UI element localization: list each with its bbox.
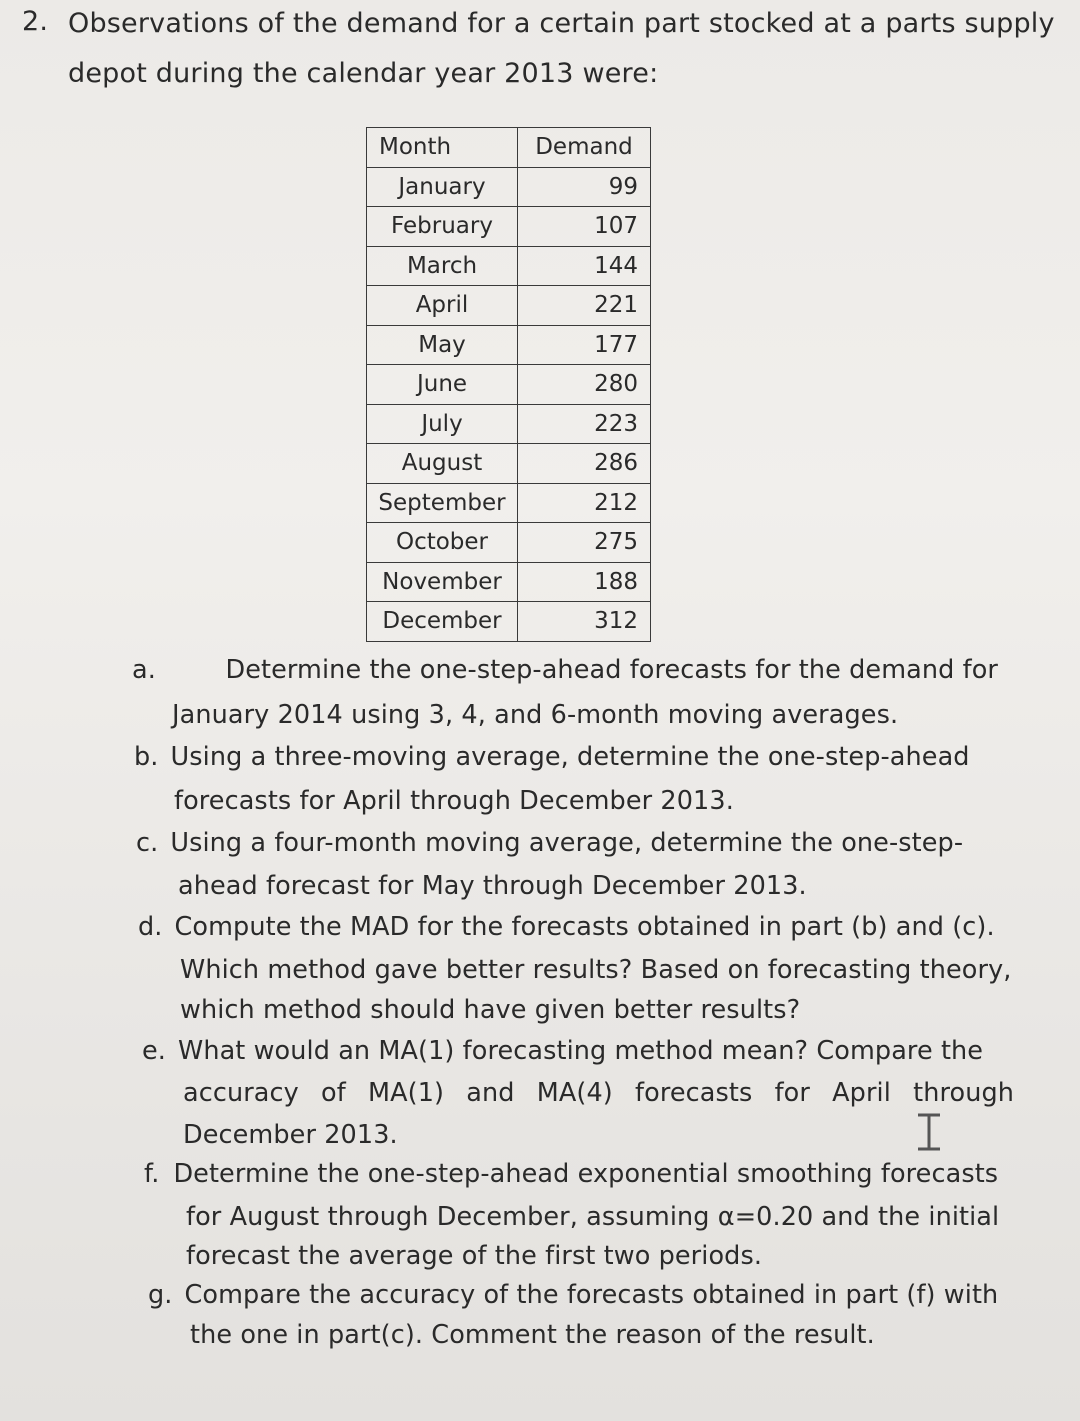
part-d-line-1 [138, 912, 995, 942]
month-cell: February [367, 207, 518, 247]
demand-cell: 275 [518, 523, 651, 563]
table-row [367, 167, 651, 207]
demand-cell: 144 [518, 246, 651, 286]
part-a-line-1 [132, 655, 998, 685]
demand-cell: 221 [518, 286, 651, 326]
month-cell: April [367, 286, 518, 326]
part-g-label: g. [148, 1280, 173, 1310]
table-row [367, 562, 651, 602]
column-header-month: Month [367, 128, 518, 168]
part-c-label: c. [136, 828, 159, 858]
table-row [367, 483, 651, 523]
demand-cell: 280 [518, 365, 651, 405]
part-f-line-1 [144, 1159, 998, 1189]
part-d-label: d. [138, 912, 163, 942]
month-cell: January [367, 167, 518, 207]
question-intro-line-2: depot during the calendar year 2013 were: [68, 58, 659, 89]
part-d-text-line-3: which method should have given better results? [180, 995, 801, 1025]
part-e-text-line-2: accuracy of MA(1) and MA(4) forecasts for April through [183, 1078, 1015, 1108]
month-cell: September [367, 483, 518, 523]
part-e-text-line-1: What would an MA(1) forecasting method mean? Compare the [178, 1036, 984, 1066]
part-b-label: b. [134, 742, 159, 772]
table-row [367, 286, 651, 326]
table-row [367, 325, 651, 365]
part-f-label: f. [144, 1159, 160, 1189]
part-b-text-line-1: Using a three-moving average, determine the one-step-ahead [170, 742, 970, 772]
month-cell: August [367, 444, 518, 484]
part-a-text-line-2: January 2014 using 3, 4, and 6-month moving averages. [172, 700, 899, 730]
demand-cell: 99 [518, 167, 651, 207]
column-header-demand: Demand [518, 128, 651, 168]
part-g-line-1 [148, 1280, 998, 1310]
question-number: 2. [22, 6, 49, 37]
table-row [367, 365, 651, 405]
part-e-text-line-3: December 2013. [183, 1120, 398, 1150]
part-a-label: a. [132, 655, 156, 685]
month-cell: June [367, 365, 518, 405]
part-d-text-line-2: Which method gave better results? Based on forecasting theory, [180, 955, 1012, 985]
demand-cell: 286 [518, 444, 651, 484]
part-g-text-line-1: Compare the accuracy of the forecasts obtained in part (f) with [184, 1280, 999, 1310]
part-f-text-line-1: Determine the one-step-ahead exponential smoothing forecasts [173, 1159, 999, 1189]
part-f-text-line-3: forecast the average of the first two periods. [186, 1241, 763, 1271]
part-e-label: e. [142, 1036, 166, 1066]
month-cell: May [367, 325, 518, 365]
demand-cell: 312 [518, 602, 651, 642]
demand-cell: 188 [518, 562, 651, 602]
table-row [367, 523, 651, 563]
demand-cell: 177 [518, 325, 651, 365]
part-b-text-line-2: forecasts for April through December 2013. [174, 786, 734, 816]
month-cell: December [367, 602, 518, 642]
demand-table [366, 127, 651, 642]
part-e-line-1 [142, 1036, 983, 1066]
part-g-text-line-2: the one in part(c). Comment the reason of the result. [190, 1320, 875, 1350]
part-e-line-2 [183, 1078, 1015, 1108]
part-c-line-1 [136, 828, 963, 858]
demand-cell: 223 [518, 404, 651, 444]
text-cursor-icon [912, 1112, 946, 1152]
month-cell: November [367, 562, 518, 602]
part-b-line-1 [134, 742, 970, 772]
month-cell: July [367, 404, 518, 444]
month-cell: October [367, 523, 518, 563]
part-d-text-line-1: Compute the MAD for the forecasts obtained in part (b) and (c). [174, 912, 995, 942]
table-header-row [367, 128, 651, 168]
month-cell: March [367, 246, 518, 286]
table-row [367, 602, 651, 642]
part-a-text-line-1: Determine the one-step-ahead forecasts for the demand for [225, 655, 998, 685]
part-f-text-line-2: for August through December, assuming α=0.20 and the initial [186, 1202, 1000, 1232]
table-row [367, 207, 651, 247]
part-c-text-line-1: Using a four-month moving average, determine the one-step- [170, 828, 964, 858]
table-row [367, 444, 651, 484]
table-row [367, 404, 651, 444]
question-intro-line-1: Observations of the demand for a certain part stocked at a parts supply [68, 8, 1055, 39]
demand-cell: 107 [518, 207, 651, 247]
table-row [367, 246, 651, 286]
demand-cell: 212 [518, 483, 651, 523]
part-c-text-line-2: ahead forecast for May through December 2013. [178, 871, 807, 901]
